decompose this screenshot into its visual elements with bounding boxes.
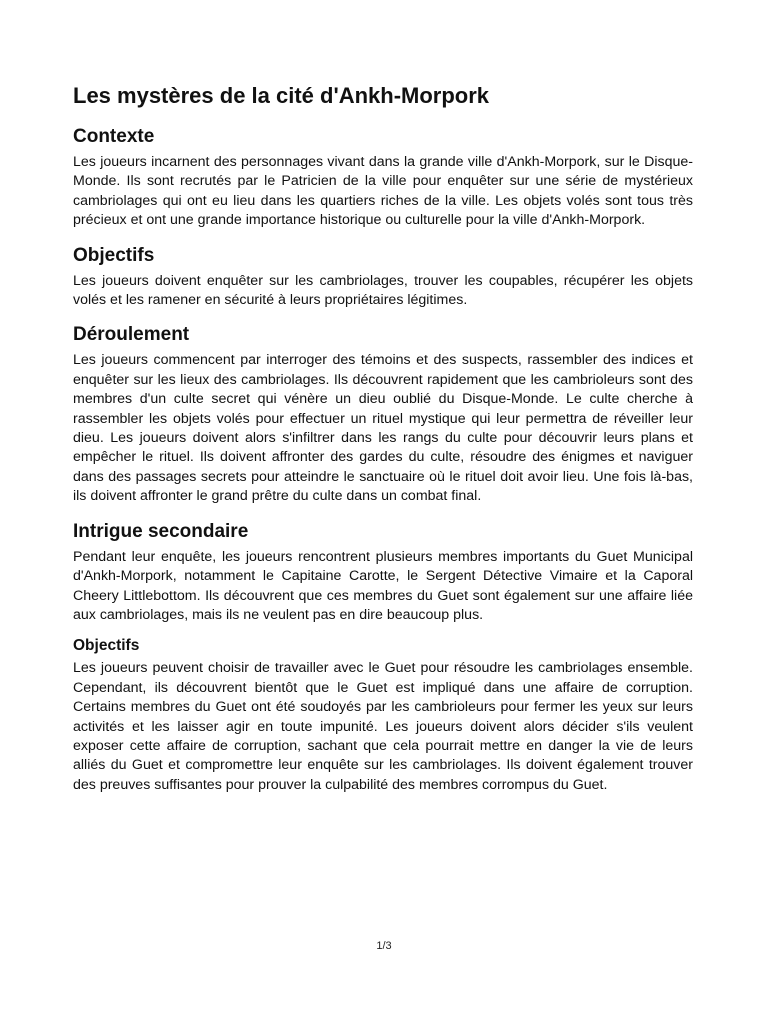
document-page bbox=[73, 81, 693, 795]
section-heading-deroulement: Déroulement bbox=[73, 324, 190, 346]
section-heading-contexte: Contexte bbox=[73, 126, 155, 147]
section-text-contexte: Les joueurs incarnent des personnages vivant dans la grande ville d'Ankh-Morpork, sur le Disque-Monde. Ils sont recrutés par le Patricien de la ville pour enquêter sur une série de mystérieux cambriolages qui ont eu lieu dans les quartiers riches de la ville. Les objets volés sont tous très précieux et ont une grande importance historique ou culturelle pour la ville d'Ankh-Morpork. bbox=[73, 154, 693, 229]
document-title: Les mystères de la cité d'Ankh-Morpork bbox=[73, 83, 490, 108]
section-text-deroulement: Les joueurs commencent par interroger des témoins et des suspects, rassembler des indices et enquêter sur les lieux des cambriolages. Ils découvrent rapidement que les cambrioleurs sont des membres d'un culte secret qui vénère un dieu oublié du Disque-Monde. Le culte cherche à rassembler les objets volés pour effectuer un rituel mystique qui leur permettra de réveiller leur dieu. Les joueurs doivent alors s'infiltrer dans les rangs du culte pour découvrir leurs plans et empêcher le rituel. Ils doivent affronter des gardes du culte, résoudre des énigmes et naviguer dans des passages secrets pour atteindre le sanctuaire où le rituel doit avoir lieu. Une fois là-bas, ils doivent affronter le grand prêtre du culte dans un combat final. bbox=[73, 352, 693, 505]
subsection-heading-objectifs: Objectifs bbox=[73, 637, 140, 655]
section-heading-intrigue-secondaire: Intrigue secondaire bbox=[73, 520, 249, 542]
page-number: 1/3 bbox=[376, 940, 392, 952]
section-text-objectifs: Les joueurs doivent enquêter sur les cambriolages, trouver les coupables, récupérer les objets volés et les ramener en sécurité à leurs propriétaires légitimes. bbox=[73, 272, 693, 309]
section-heading-objectifs: Objectifs bbox=[73, 244, 155, 266]
section-text-intrigue-secondaire: Pendant leur enquête, les joueurs rencontrent plusieurs membres importants du Guet Municipal d'Ankh-Morpork, notamment le Capitaine Carotte, le Sergent Détective Vimaire et la Caporal Cheery Littlebottom. Ils découvrent que ces membres du Guet sont également sur une affaire liée aux cambriolages, mais ils ne veulent pas en dire beaucoup plus. bbox=[73, 548, 693, 623]
subsection-text-objectifs: Les joueurs peuvent choisir de travailler avec le Guet pour résoudre les cambriolages ensemble. Cependant, ils découvrent bientôt que le Guet est impliqué dans une affaire de corruption. Certains membres du Guet ont été soudoyés par les cambrioleurs pour fermer les yeux sur leurs activités et les laisser agir en toute impunité. Les joueurs doivent alors décider s'ils veulent exposer cette affaire de corruption, sachant que cela pourrait mettre en danger la vie de leurs alliés du Guet et compromettre leur enquête sur les cambriolages. Ils doivent également trouver des preuves suffisantes pour prouver la culpabilité des membres corrompus du Guet. bbox=[73, 660, 693, 793]
